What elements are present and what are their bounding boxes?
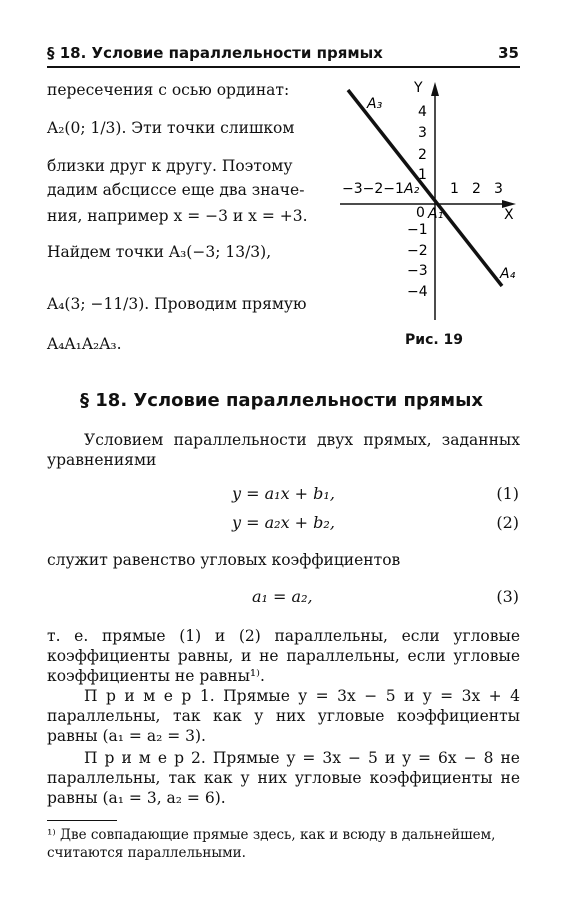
y-tick-4: 4: [418, 104, 427, 120]
running-title: § 18. Условие параллельности прямых: [47, 44, 383, 62]
y-tick-neg-2: −2: [407, 243, 428, 259]
point-label-a2: A₂: [404, 181, 420, 197]
example-1: [47, 686, 520, 746]
left-line-4: дадим абсциссе еще два значе-: [47, 181, 305, 199]
footnote-rule: [47, 820, 117, 821]
equation-2: y = a₂x + b₂,: [232, 513, 335, 532]
header-rule: [47, 66, 520, 68]
left-line-2: A₂(0; 1/3). Эти точки слишком: [47, 119, 295, 137]
condition-text: служит равенство угловых коэффициентов: [47, 551, 401, 569]
x-tick-3: 3: [494, 181, 503, 197]
x-axis-label: X: [504, 207, 514, 223]
point-label-a1: A₁: [428, 206, 444, 222]
example-2-text: Прямые y = 3x − 5 и y = 6x − 8 не параллельны, так как у них угловые коэффициенты не равны (a₁ = 3, a₂ = 6).: [47, 749, 520, 807]
equation-1: y = a₁x + b₁,: [232, 484, 335, 503]
left-line-1: пересечения с осью ординат:: [47, 81, 290, 99]
example-2-label: П р и м е р 2.: [84, 749, 206, 767]
example-1-label: П р и м е р 1.: [84, 687, 215, 705]
equation-3-number: (3): [496, 587, 519, 606]
x-tick-1: 1: [450, 181, 459, 197]
point-label-a4: A₄: [500, 266, 516, 282]
left-line-5: ния, например x = −3 и x = +3.: [47, 207, 308, 225]
section-intro: Условием параллельности двух прямых, заданных уравнениями: [47, 431, 520, 469]
example-2: [47, 748, 520, 808]
left-line-8: A₄A₁A₂A₃.: [47, 335, 122, 353]
x-ticks-negative: −3−2−1: [342, 181, 404, 197]
example-1-text: Прямые y = 3x − 5 и y = 3x + 4 параллельны, так как у них угловые коэффициенты равны (a₁ = a₂ = 3).: [47, 687, 521, 745]
section-title: § 18. Условие параллельности прямых: [80, 390, 484, 411]
y-axis-label: Y: [414, 80, 423, 96]
x-tick-2: 2: [472, 181, 481, 197]
left-line-6: Найдем точки A₃(−3; 13/3),: [47, 243, 272, 261]
point-label-a3: A₃: [367, 96, 383, 112]
left-line-7: A₄(3; −11/3). Проводим прямую: [47, 295, 307, 313]
after-paragraph: т. е. прямые (1) и (2) параллельны, если угловые коэффициенты равны, и не параллельны, если угловые коэффициенты не равны¹⁾.: [47, 627, 520, 685]
y-tick-3: 3: [418, 125, 427, 141]
origin-label: 0: [416, 205, 425, 221]
y-tick-neg-1: −1: [407, 222, 428, 238]
y-tick-neg-3: −3: [407, 263, 428, 279]
equation-1-number: (1): [496, 484, 519, 503]
equation-3: a₁ = a₂,: [252, 587, 313, 606]
footnote: ¹⁾ Две совпадающие прямые здесь, как и всюду в дальнейшем, считаются параллельными.: [47, 827, 496, 861]
y-tick-2: 2: [418, 147, 427, 163]
y-tick-1: 1: [418, 167, 427, 183]
line-graph-figure: [330, 70, 530, 340]
page-number: 35: [498, 44, 519, 62]
figure-caption: Рис. 19: [405, 332, 464, 348]
y-tick-neg-4: −4: [407, 284, 428, 300]
left-line-3: близки друг к другу. Поэтому: [47, 157, 293, 175]
y-axis-arrow: [431, 82, 439, 96]
equation-2-number: (2): [496, 513, 519, 532]
